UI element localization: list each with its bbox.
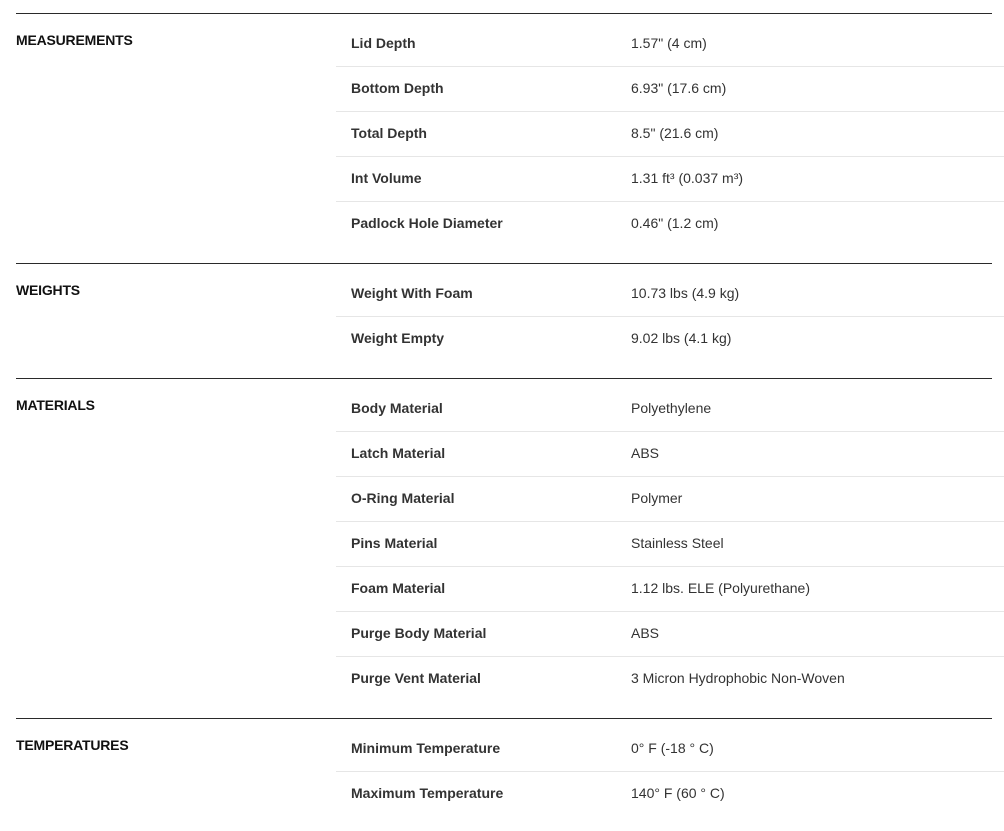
spec-label: Pins Material [351,535,438,551]
spec-value: Polyethylene [631,400,712,416]
spec-value: Polymer [631,490,683,506]
section-title: MEASUREMENTS [16,32,133,48]
spec-label: Maximum Temperature [351,785,504,801]
section-title: WEIGHTS [16,282,80,298]
section-divider [16,13,992,14]
spec-rows [336,727,1004,817]
spec-row-pins-material [336,522,1004,567]
spec-value: 9.02 lbs (4.1 kg) [631,330,732,346]
spec-row-purge-body-material [336,612,1004,657]
spec-label: Padlock Hole Diameter [351,215,503,231]
section-divider [16,263,992,264]
spec-value: 140° F (60 ° C) [631,785,725,801]
spec-value: 0.46" (1.2 cm) [631,215,719,231]
spec-label: Int Volume [351,170,422,186]
spec-label: Purge Vent Material [351,670,481,686]
spec-row-padlock-hole-diameter [336,202,1004,247]
spec-row-total-depth [336,112,1004,157]
spec-value: Stainless Steel [631,535,724,551]
spec-row-lid-depth [336,22,1004,67]
spec-label: Lid Depth [351,35,416,51]
section-divider [16,718,992,719]
spec-label: Latch Material [351,445,446,461]
section-divider [16,378,992,379]
spec-value: ABS [631,625,660,641]
spec-row-int-volume [336,157,1004,202]
spec-row-purge-vent-material [336,657,1004,702]
spec-row-weight-with-foam [336,272,1004,317]
section-title: TEMPERATURES [16,737,129,753]
spec-value: 1.31 ft³ (0.037 m³) [631,170,744,186]
spec-row-weight-empty [336,317,1004,362]
spec-value: 10.73 lbs (4.9 kg) [631,285,740,301]
spec-label: Foam Material [351,580,446,596]
spec-label: Weight Empty [351,330,445,346]
spec-value: 1.12 lbs. ELE (Polyurethane) [631,580,810,596]
spec-value: 8.5" (21.6 cm) [631,125,719,141]
spec-row-latch-material [336,432,1004,477]
spec-label: Body Material [351,400,443,416]
spec-label: Purge Body Material [351,625,487,641]
spec-label: Bottom Depth [351,80,444,96]
spec-label: Total Depth [351,125,427,141]
spec-row-foam-material [336,567,1004,612]
spec-rows [336,387,1004,702]
spec-value: 1.57" (4 cm) [631,35,707,51]
spec-value: 0° F (-18 ° C) [631,740,714,756]
spec-row-bottom-depth [336,67,1004,112]
spec-rows [336,272,1004,362]
spec-value: 3 Micron Hydrophobic Non-Woven [631,670,845,686]
spec-label: O-Ring Material [351,490,455,506]
spec-rows [336,22,1004,247]
spec-value: ABS [631,445,660,461]
spec-row-o-ring-material [336,477,1004,522]
section-title: MATERIALS [16,397,95,413]
spec-value: 6.93" (17.6 cm) [631,80,727,96]
spec-label: Weight With Foam [351,285,473,301]
spec-row-minimum-temperature [336,727,1004,772]
spec-label: Minimum Temperature [351,740,501,756]
spec-row-body-material [336,387,1004,432]
spec-row-maximum-temperature [336,772,1004,817]
